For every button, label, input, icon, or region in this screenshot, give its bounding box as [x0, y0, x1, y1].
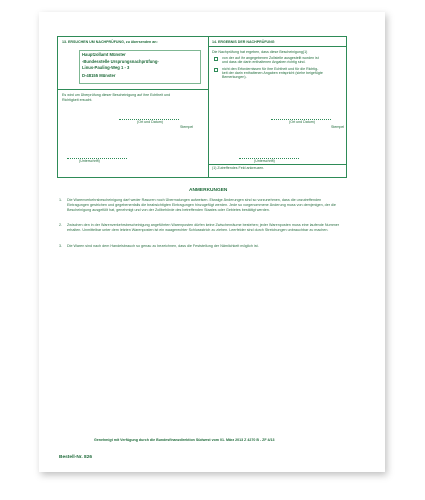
place-date-label: (Ort und Datum) — [289, 120, 315, 124]
option-not-authentic-text: Bemerkungen). — [222, 75, 247, 79]
stamp-label: Stempel — [180, 125, 194, 129]
stamp-label: Stempel — [331, 125, 345, 129]
option-authentic-text: und dass die darin enthaltenen Angaben richtig sind. — [222, 60, 306, 64]
address-line: Hauptzollamt Münster — [82, 52, 126, 57]
place-date-label: (Ort und Datum) — [137, 120, 163, 124]
form-sheet — [39, 12, 385, 472]
section14-heading-divider — [208, 46, 347, 47]
remark-text: Die Warenverkehrsbescheinigung darf weder Rasuren noch Übermalungen aufweisen. Etwaige Änderungen sind so vorzunehmen, dass die unzutreffenden Eintragungen gestrichen und gegebenenfalls die beabsichtigten Eintragungen hinzugefügt werden. Jede so vorgenommene Änderung muss von demjenigen, der die Bescheinigung ausgefüllt hat, genehmigt und von der Zollbehörde des betreffenden Staates oder Gebietes bestätigt werden. — [67, 198, 336, 213]
order-number: Bestell-Nr. 826 — [59, 455, 93, 460]
request-text: Es wird um Überprüfung dieser Bescheinigung auf ihre Echtheit und — [62, 93, 171, 97]
footnote: (1) Zutreffendes Feld ankreuzen. — [212, 166, 265, 170]
address-line: Linus-Pauling-Weg 1 - 3 — [82, 65, 130, 70]
remark-item — [59, 244, 339, 249]
section13-heading: 13. ERSUCHEN UM NACHPRÜFUNG, zu übersenden an: — [62, 40, 158, 44]
remark-item — [59, 223, 340, 233]
address-line: -Bundesstelle Ursprungsnachprüfung- — [82, 59, 159, 64]
column-divider — [208, 36, 209, 178]
verification-intro: Die Nachprüfung hat ergeben, dass diese Bescheinigung(1) — [212, 50, 308, 54]
checkbox-authentic[interactable] — [214, 57, 218, 61]
address-line: D-48155 Münster — [82, 73, 116, 78]
approval-note: Genehmigt mit Verfügung durch die Bundesfinanzdirektion Südwest vom 01. März 2013 Z 4270 B - ZF 4/13 — [94, 438, 275, 442]
section14-heading: 14. ERGEBNIS DER NACHPRÜFUNG — [212, 40, 275, 44]
remark-number: 2. — [59, 223, 63, 227]
signature-label: (Unterschrift) — [254, 159, 275, 163]
request-text: Richtigkeit ersucht. — [62, 98, 93, 102]
checkbox-not-authentic[interactable] — [214, 68, 218, 72]
option-authentic-text: von der auf ihr angegebenen Zollstelle ausgestellt worden ist — [222, 56, 319, 60]
remark-number: 1. — [59, 198, 63, 202]
signature-label: (Unterschrift) — [79, 159, 100, 163]
section13-divider — [57, 89, 208, 90]
remark-number: 3. — [59, 244, 63, 248]
remark-text: Die Waren sind nach dem Handelsbrauch so genau zu bezeichnen, dass die Feststellung der Nämlichkeit möglich ist. — [67, 244, 259, 248]
option-not-authentic-text: nicht den Erfordernissen für ihre Echtheit und für die Richtig- — [222, 67, 319, 71]
option-not-authentic-text: keit der darin enthaltenen Angaben entspricht (siehe beigefügte — [222, 71, 323, 75]
footnote-divider — [208, 164, 347, 165]
remarks-title: ANMERKUNGEN — [189, 188, 228, 193]
remark-item — [59, 198, 339, 214]
remark-text: Zwischen den in der Warenverkehrsbescheinigung angeführten Warenposten dürfen keine Zwischenräume bestehen; jeder Warenposten muss eine laufende Nummer erhalten. Unmittelbar unter dem letzten Warenposten ist ein waagerechter Schlussstrich zu ziehen. Leerfelder sind durch Streichungen unbrauchbar zu machen. — [67, 223, 340, 233]
